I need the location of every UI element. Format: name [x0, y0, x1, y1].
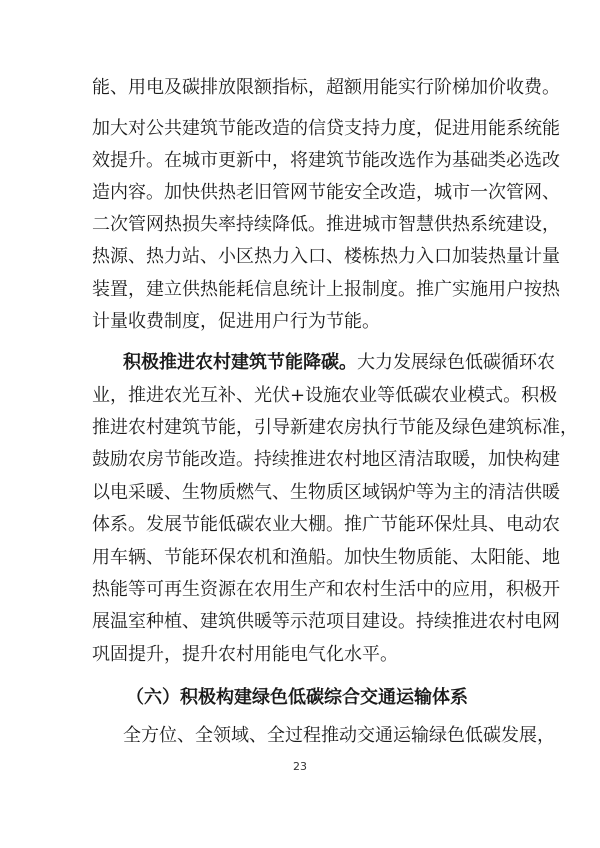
paragraph-line: 造内容。加快供热老旧管网节能安全改造，城市一次管网、 — [92, 182, 560, 203]
section-heading: （六）积极构建绿色低碳综合交通运输体系 — [126, 687, 468, 708]
paragraph-line: 以电采暖、生物质燃气、生物质区域锅炉等为主的清洁供暖 — [92, 482, 560, 503]
paragraph-line: 推进农村建筑节能，引导新建农房执行节能及绿色建筑标准， — [92, 417, 578, 438]
paragraph-line: 计量收费制度，促进用户行为节能。 — [92, 311, 380, 332]
paragraph-line: 装置，建立供热能耗信息统计上报制度。推广实施用户按热 — [92, 279, 560, 300]
paragraph-lead-rest: 大力发展绿色低碳循环农 — [357, 352, 555, 373]
paragraph-first-line: 全方位、全领域、全过程推动交通运输绿色低碳发展， — [123, 725, 555, 746]
paragraph-line: 效提升。在城市更新中，将建筑节能改选作为基础类必选改 — [92, 150, 560, 171]
paragraph-line: 巩固提升，提升农村用能电气化水平。 — [92, 644, 398, 665]
paragraph-line: 加大对公共建筑节能改造的信贷支持力度，促进用能系统能 — [92, 118, 560, 139]
paragraph-line: 体系。发展节能低碳农业大棚。推广节能环保灶具、电动农 — [92, 514, 560, 535]
page-number: 23 — [293, 760, 307, 773]
paragraph-line: 业，推进农光互补、光伏+设施农业等低碳农业模式。积极 — [92, 385, 558, 406]
paragraph-line: 用车辆、节能环保农机和渔船。加快生物质能、太阳能、地 — [92, 547, 560, 568]
paragraph-line: 展温室种植、建筑供暖等示范项目建设。持续推进农村电网 — [92, 611, 560, 632]
paragraph-line: 二次管网热损失率持续降低。推进城市智慧供热系统建设， — [92, 214, 560, 235]
paragraph-line: 热能等可再生资源在农用生产和农村生活中的应用，积极开 — [92, 579, 560, 600]
paragraph-lead-bold: 积极推进农村建筑节能降碳。 — [123, 352, 357, 373]
paragraph-first-line — [123, 351, 555, 375]
paragraph-line: 鼓励农房节能改造。持续推进农村地区清洁取暖，加快构建 — [92, 449, 560, 470]
paragraph-line: 热源、热力站、小区热力入口、楼栋热力入口加装热量计量 — [92, 246, 560, 267]
paragraph-line: 能、用电及碳排放限额指标，超额用能实行阶梯加价收费。 — [92, 77, 560, 98]
